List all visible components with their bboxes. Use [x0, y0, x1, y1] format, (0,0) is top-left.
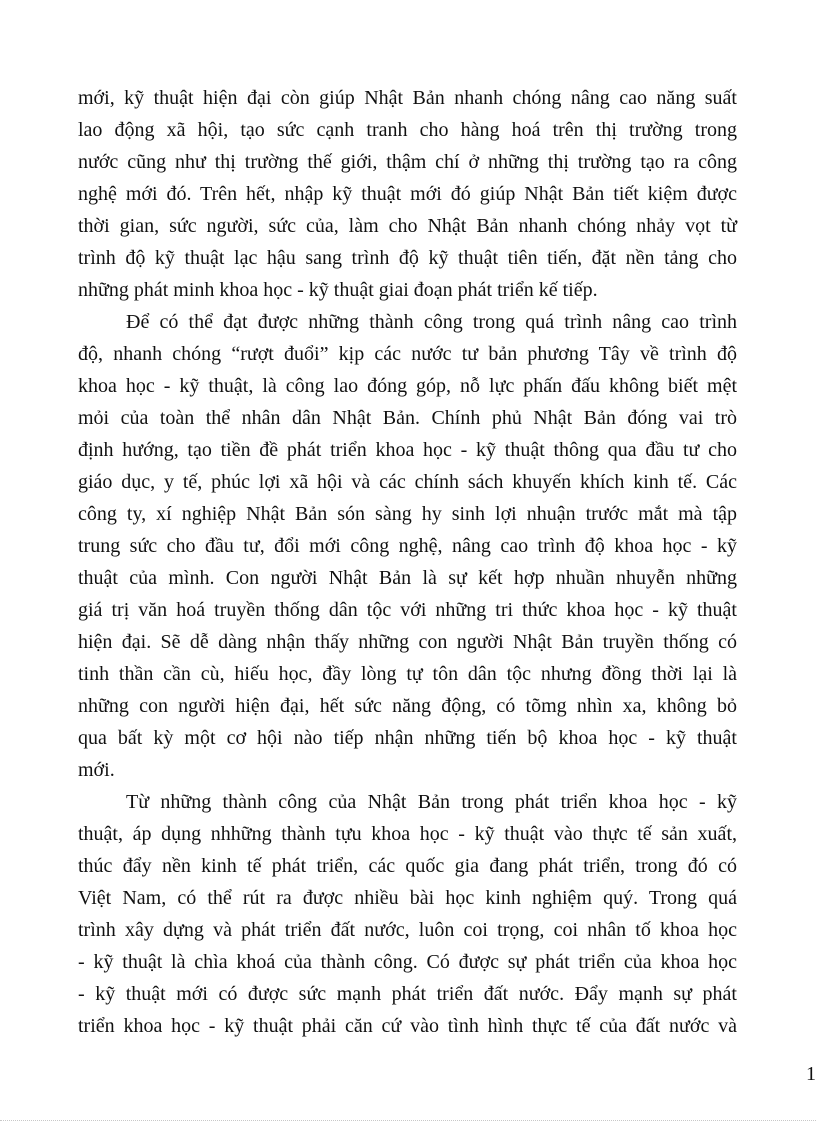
- text-line-indented: Từ những thành công của Nhật Bản trong phát triển khoa học - kỹ: [126, 791, 737, 813]
- text-line: tinh thần cần cù, hiếu học, đầy lòng tự tôn dân tộc nhưng đồng thời lại là: [78, 663, 737, 685]
- text-line: - kỹ thuật mới có được sức mạnh phát triển đất nước. Đẩy mạnh sự phát: [78, 983, 737, 1005]
- paragraph-2: [78, 306, 737, 786]
- text-line: trung sức cho đầu tư, đổi mới công nghệ, nâng cao trình độ khoa học - kỹ: [78, 535, 737, 557]
- text-line: Việt Nam, có thể rút ra được nhiều bài học kinh nghiệm quý. Trong quá: [78, 887, 737, 909]
- text-line: nghệ mới đó. Trên hết, nhập kỹ thuật mới đó giúp Nhật Bản tiết kiệm được: [78, 183, 737, 205]
- text-line: - kỹ thuật là chìa khoá của thành công. Có được sự phát triển của khoa học: [78, 951, 737, 973]
- text-line: thời gian, sức người, sức của, làm cho Nhật Bản nhanh chóng nhảy vọt từ: [78, 215, 737, 237]
- text-line: thúc đẩy nền kinh tế phát triển, các quốc gia đang phát triển, trong đó có: [78, 855, 737, 877]
- text-line-indented: Để có thể đạt được những thành công trong quá trình nâng cao trình: [126, 311, 737, 333]
- text-line: độ, nhanh chóng “rượt đuổi” kịp các nước tư bản phương Tây về trình độ: [78, 343, 737, 365]
- text-line: công ty, xí nghiệp Nhật Bản són sàng hy sinh lợi nhuận trước mắt mà tập: [78, 503, 737, 525]
- text-line: giáo dục, y tế, phúc lợi xã hội và các chính sách khuyến khích kinh tế. Các: [78, 471, 737, 493]
- text-line: trình xây dựng và phát triển đất nước, luôn coi trọng, coi nhân tố khoa học: [78, 919, 737, 941]
- text-line: lao động xã hội, tạo sức cạnh tranh cho hàng hoá trên thị trường trong: [78, 119, 737, 141]
- text-line: qua bất kỳ một cơ hội nào tiếp nhận những tiến bộ khoa học - kỹ thuật: [78, 727, 737, 749]
- text-line: mới.: [78, 759, 115, 781]
- text-line: trình độ kỹ thuật lạc hậu sang trình độ kỹ thuật tiên tiến, đặt nền tảng cho: [78, 247, 737, 269]
- text-line: nước cũng như thị trường thế giới, thậm chí ở những thị trường tạo ra công: [78, 151, 737, 173]
- page-number: 1: [806, 1063, 816, 1085]
- text-line: giá trị văn hoá truyền thống dân tộc với những tri thức khoa học - kỹ thuật: [78, 599, 737, 621]
- text-line: thuật, áp dụng nhhững thành tựu khoa học - kỹ thuật vào thực tế sản xuất,: [78, 823, 737, 845]
- text-line: những con người hiện đại, hết sức năng động, có tõmg nhìn xa, không bỏ: [78, 695, 737, 717]
- text-line: những phát minh khoa học - kỹ thuật giai đoạn phát triển kế tiếp.: [78, 279, 598, 301]
- paragraph-3: [78, 786, 737, 1042]
- text-line: mới, kỹ thuật hiện đại còn giúp Nhật Bản nhanh chóng nâng cao năng suất: [78, 87, 737, 109]
- page-bottom-divider: [0, 1120, 816, 1121]
- text-line: khoa học - kỹ thuật, là công lao đóng góp, nỗ lực phấn đấu không biết mệt: [78, 375, 737, 397]
- text-line: thuật của mình. Con người Nhật Bản là sự kết hợp nhuần nhuyễn những: [78, 567, 737, 589]
- text-line: mỏi của toàn thể nhân dân Nhật Bản. Chính phủ Nhật Bản đóng vai trò: [78, 407, 737, 429]
- paragraph-1: [78, 82, 737, 306]
- text-line: triển khoa học - kỹ thuật phải căn cứ vào tình hình thực tế của đất nước và: [78, 1015, 737, 1037]
- document-body: [78, 82, 737, 1042]
- text-line: hiện đại. Sẽ dễ dàng nhận thấy những con người Nhật Bản truyền thống có: [78, 631, 737, 653]
- text-line: định hướng, tạo tiền đề phát triển khoa học - kỹ thuật thông qua đầu tư cho: [78, 439, 737, 461]
